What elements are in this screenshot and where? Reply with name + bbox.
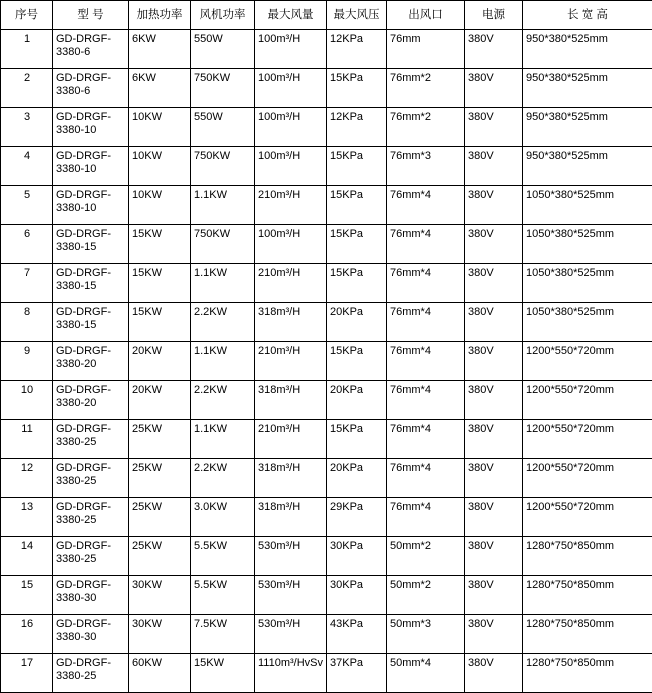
cell-air-outlet: 50mm*3	[387, 615, 465, 654]
cell-power-supply: 380V	[465, 615, 523, 654]
table-row	[1, 225, 652, 264]
cell-power-supply: 380V	[465, 459, 523, 498]
cell-max-pressure: 37KPa	[327, 654, 387, 693]
cell-max-pressure: 29KPa	[327, 498, 387, 537]
cell-model: GD-DRGF-3380-25	[53, 420, 129, 459]
table-row	[1, 303, 652, 342]
cell-max-pressure: 15KPa	[327, 420, 387, 459]
cell-dimensions: 1200*550*720mm	[523, 459, 652, 498]
column-header-air-outlet: 出风口	[387, 1, 465, 30]
table-row	[1, 108, 652, 147]
column-header-max-pressure: 最大风压	[327, 1, 387, 30]
cell-index: 11	[1, 420, 53, 459]
cell-power-supply: 380V	[465, 225, 523, 264]
cell-air-outlet: 76mm*3	[387, 147, 465, 186]
cell-max-pressure: 43KPa	[327, 615, 387, 654]
header-row	[1, 1, 652, 30]
cell-heating-power: 10KW	[129, 186, 191, 225]
cell-power-supply: 380V	[465, 186, 523, 225]
cell-max-pressure: 12KPa	[327, 30, 387, 69]
cell-heating-power: 60KW	[129, 654, 191, 693]
cell-max-airflow: 318m³/H	[255, 303, 327, 342]
cell-dimensions: 1280*750*850mm	[523, 537, 652, 576]
cell-heating-power: 6KW	[129, 69, 191, 108]
cell-power-supply: 380V	[465, 420, 523, 459]
cell-fan-power: 1.1KW	[191, 186, 255, 225]
cell-air-outlet: 50mm*2	[387, 537, 465, 576]
cell-fan-power: 1.1KW	[191, 342, 255, 381]
cell-max-airflow: 530m³/H	[255, 615, 327, 654]
cell-fan-power: 2.2KW	[191, 381, 255, 420]
cell-dimensions: 1280*750*850mm	[523, 615, 652, 654]
cell-index: 10	[1, 381, 53, 420]
cell-fan-power: 550W	[191, 108, 255, 147]
cell-index: 15	[1, 576, 53, 615]
cell-index: 1	[1, 30, 53, 69]
cell-model: GD-DRGF-3380-25	[53, 459, 129, 498]
cell-dimensions: 1280*750*850mm	[523, 654, 652, 693]
cell-fan-power: 2.2KW	[191, 459, 255, 498]
cell-max-airflow: 318m³/H	[255, 381, 327, 420]
table-row	[1, 459, 652, 498]
table-header	[1, 1, 652, 30]
cell-air-outlet: 76mm*4	[387, 303, 465, 342]
cell-dimensions: 950*380*525mm	[523, 69, 652, 108]
cell-model: GD-DRGF-3380-20	[53, 342, 129, 381]
cell-max-airflow: 100m³/H	[255, 108, 327, 147]
cell-air-outlet: 76mm*4	[387, 225, 465, 264]
cell-air-outlet: 50mm*2	[387, 576, 465, 615]
cell-max-airflow: 210m³/H	[255, 264, 327, 303]
cell-air-outlet: 76mm*2	[387, 108, 465, 147]
cell-heating-power: 20KW	[129, 342, 191, 381]
table-row	[1, 615, 652, 654]
cell-dimensions: 1050*380*525mm	[523, 303, 652, 342]
cell-dimensions: 950*380*525mm	[523, 147, 652, 186]
cell-air-outlet: 76mm*4	[387, 264, 465, 303]
table-row	[1, 69, 652, 108]
cell-fan-power: 750KW	[191, 69, 255, 108]
table-row	[1, 654, 652, 693]
cell-fan-power: 750KW	[191, 147, 255, 186]
cell-heating-power: 20KW	[129, 381, 191, 420]
table-row	[1, 537, 652, 576]
cell-power-supply: 380V	[465, 303, 523, 342]
cell-heating-power: 25KW	[129, 537, 191, 576]
cell-max-pressure: 30KPa	[327, 537, 387, 576]
cell-power-supply: 380V	[465, 537, 523, 576]
cell-model: GD-DRGF-3380-10	[53, 186, 129, 225]
cell-dimensions: 1050*380*525mm	[523, 225, 652, 264]
cell-fan-power: 3.0KW	[191, 498, 255, 537]
cell-index: 9	[1, 342, 53, 381]
column-header-power-supply: 电源	[465, 1, 523, 30]
cell-heating-power: 15KW	[129, 225, 191, 264]
cell-dimensions: 1200*550*720mm	[523, 381, 652, 420]
cell-max-pressure: 15KPa	[327, 147, 387, 186]
cell-heating-power: 6KW	[129, 30, 191, 69]
table-body	[1, 30, 652, 693]
cell-max-pressure: 15KPa	[327, 186, 387, 225]
cell-index: 13	[1, 498, 53, 537]
cell-max-airflow: 530m³/H	[255, 576, 327, 615]
cell-heating-power: 10KW	[129, 108, 191, 147]
cell-heating-power: 30KW	[129, 615, 191, 654]
table-row	[1, 30, 652, 69]
cell-heating-power: 25KW	[129, 459, 191, 498]
cell-index: 3	[1, 108, 53, 147]
cell-index: 17	[1, 654, 53, 693]
cell-power-supply: 380V	[465, 342, 523, 381]
table-row	[1, 576, 652, 615]
cell-index: 14	[1, 537, 53, 576]
column-header-max-airflow: 最大风量	[255, 1, 327, 30]
cell-max-airflow: 210m³/H	[255, 342, 327, 381]
cell-fan-power: 15KW	[191, 654, 255, 693]
table-row	[1, 147, 652, 186]
column-header-dimensions: 长 宽 高	[523, 1, 652, 30]
cell-heating-power: 15KW	[129, 303, 191, 342]
cell-power-supply: 380V	[465, 147, 523, 186]
cell-index: 8	[1, 303, 53, 342]
cell-power-supply: 380V	[465, 654, 523, 693]
cell-power-supply: 380V	[465, 264, 523, 303]
cell-air-outlet: 76mm*4	[387, 342, 465, 381]
cell-model: GD-DRGF-3380-25	[53, 537, 129, 576]
cell-index: 12	[1, 459, 53, 498]
cell-model: GD-DRGF-3380-6	[53, 30, 129, 69]
cell-max-pressure: 15KPa	[327, 264, 387, 303]
cell-heating-power: 30KW	[129, 576, 191, 615]
cell-max-airflow: 100m³/H	[255, 225, 327, 264]
cell-max-pressure: 20KPa	[327, 381, 387, 420]
cell-model: GD-DRGF-3380-10	[53, 147, 129, 186]
cell-max-pressure: 15KPa	[327, 69, 387, 108]
cell-model: GD-DRGF-3380-6	[53, 69, 129, 108]
cell-model: GD-DRGF-3380-15	[53, 225, 129, 264]
cell-max-airflow: 100m³/H	[255, 69, 327, 108]
cell-dimensions: 950*380*525mm	[523, 30, 652, 69]
cell-max-airflow: 1110m³/HvSv	[255, 654, 327, 693]
cell-air-outlet: 50mm*4	[387, 654, 465, 693]
cell-fan-power: 2.2KW	[191, 303, 255, 342]
cell-index: 6	[1, 225, 53, 264]
cell-dimensions: 1200*550*720mm	[523, 420, 652, 459]
cell-dimensions: 1200*550*720mm	[523, 498, 652, 537]
cell-fan-power: 5.5KW	[191, 537, 255, 576]
cell-fan-power: 7.5KW	[191, 615, 255, 654]
cell-air-outlet: 76mm*4	[387, 186, 465, 225]
cell-air-outlet: 76mm*4	[387, 459, 465, 498]
cell-heating-power: 10KW	[129, 147, 191, 186]
cell-dimensions: 1050*380*525mm	[523, 264, 652, 303]
cell-fan-power: 1.1KW	[191, 420, 255, 459]
cell-model: GD-DRGF-3380-30	[53, 615, 129, 654]
cell-model: GD-DRGF-3380-20	[53, 381, 129, 420]
column-header-index: 序号	[1, 1, 53, 30]
cell-index: 7	[1, 264, 53, 303]
cell-index: 4	[1, 147, 53, 186]
table-row	[1, 186, 652, 225]
cell-power-supply: 380V	[465, 576, 523, 615]
cell-dimensions: 1280*750*850mm	[523, 576, 652, 615]
cell-max-airflow: 210m³/H	[255, 186, 327, 225]
cell-model: GD-DRGF-3380-30	[53, 576, 129, 615]
cell-max-pressure: 15KPa	[327, 342, 387, 381]
cell-power-supply: 380V	[465, 30, 523, 69]
cell-power-supply: 380V	[465, 108, 523, 147]
cell-index: 2	[1, 69, 53, 108]
cell-index: 5	[1, 186, 53, 225]
cell-fan-power: 5.5KW	[191, 576, 255, 615]
cell-max-airflow: 210m³/H	[255, 420, 327, 459]
cell-air-outlet: 76mm	[387, 30, 465, 69]
cell-power-supply: 380V	[465, 498, 523, 537]
column-header-heating-power: 加热功率	[129, 1, 191, 30]
cell-model: GD-DRGF-3380-25	[53, 498, 129, 537]
cell-air-outlet: 76mm*4	[387, 381, 465, 420]
cell-model: GD-DRGF-3380-25	[53, 654, 129, 693]
cell-model: GD-DRGF-3380-15	[53, 264, 129, 303]
cell-dimensions: 1200*550*720mm	[523, 342, 652, 381]
table-row	[1, 420, 652, 459]
cell-heating-power: 15KW	[129, 264, 191, 303]
table-row	[1, 498, 652, 537]
table-row	[1, 381, 652, 420]
column-header-model: 型 号	[53, 1, 129, 30]
cell-max-airflow: 100m³/H	[255, 147, 327, 186]
cell-dimensions: 1050*380*525mm	[523, 186, 652, 225]
cell-fan-power: 750KW	[191, 225, 255, 264]
cell-index: 16	[1, 615, 53, 654]
cell-heating-power: 25KW	[129, 420, 191, 459]
cell-max-airflow: 318m³/H	[255, 459, 327, 498]
cell-heating-power: 25KW	[129, 498, 191, 537]
cell-max-pressure: 15KPa	[327, 225, 387, 264]
table-row	[1, 342, 652, 381]
cell-max-pressure: 30KPa	[327, 576, 387, 615]
cell-max-pressure: 20KPa	[327, 459, 387, 498]
cell-air-outlet: 76mm*2	[387, 69, 465, 108]
cell-fan-power: 550W	[191, 30, 255, 69]
cell-fan-power: 1.1KW	[191, 264, 255, 303]
cell-power-supply: 380V	[465, 69, 523, 108]
cell-power-supply: 380V	[465, 381, 523, 420]
cell-model: GD-DRGF-3380-15	[53, 303, 129, 342]
cell-max-pressure: 20KPa	[327, 303, 387, 342]
cell-max-pressure: 12KPa	[327, 108, 387, 147]
table-row	[1, 264, 652, 303]
cell-air-outlet: 76mm*4	[387, 498, 465, 537]
cell-max-airflow: 100m³/H	[255, 30, 327, 69]
column-header-fan-power: 风机功率	[191, 1, 255, 30]
cell-max-airflow: 318m³/H	[255, 498, 327, 537]
cell-model: GD-DRGF-3380-10	[53, 108, 129, 147]
cell-max-airflow: 530m³/H	[255, 537, 327, 576]
cell-dimensions: 950*380*525mm	[523, 108, 652, 147]
cell-air-outlet: 76mm*4	[387, 420, 465, 459]
